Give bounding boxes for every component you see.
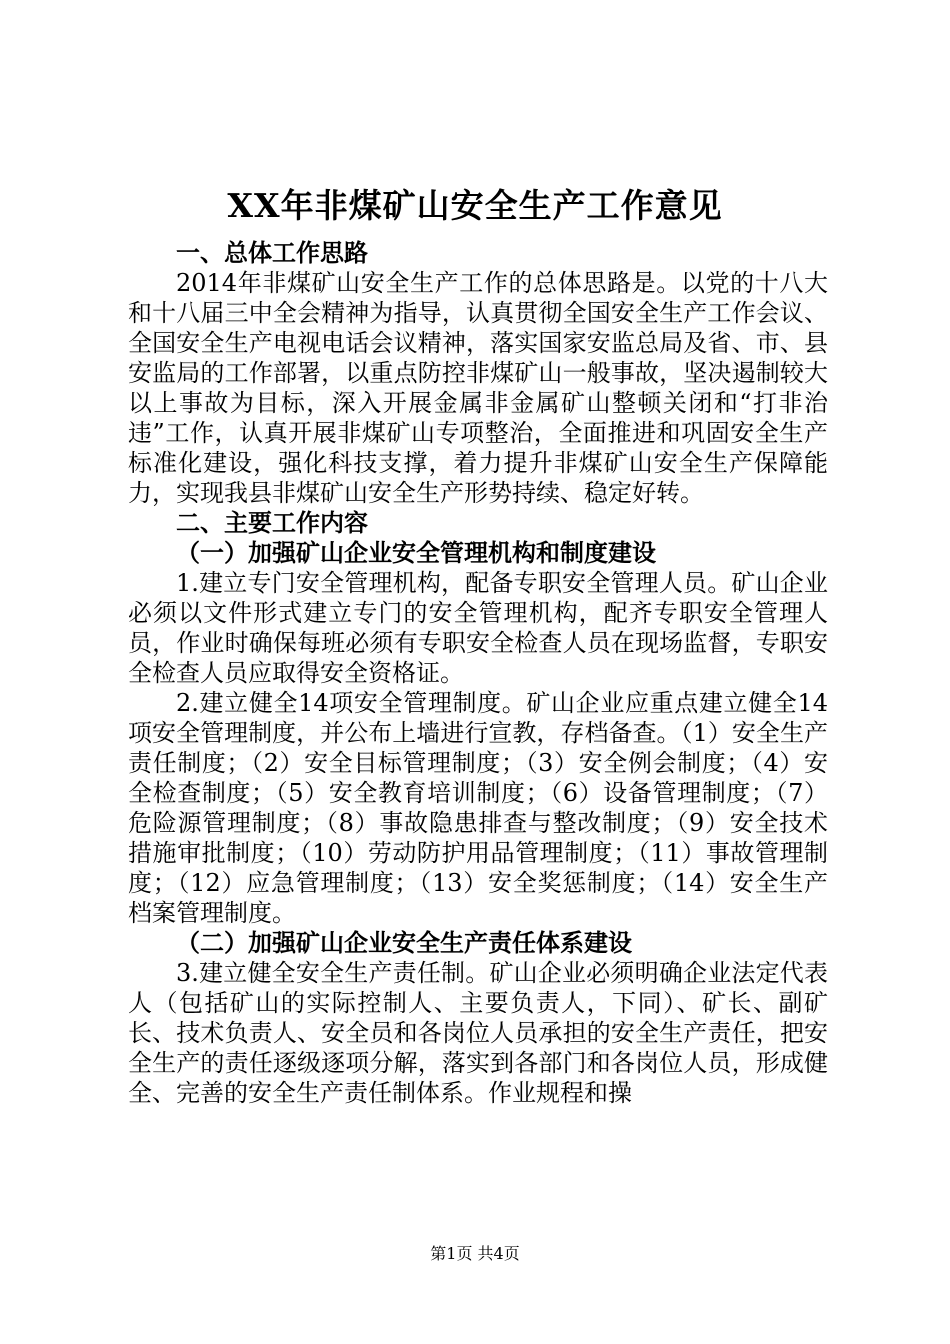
paragraph-item-3: 3.建立健全安全生产责任制。矿山企业必须明确企业法定代表人（包括矿山的实际控制人、主要负责人，下同）、矿长、副矿长、技术负责人、安全员和各岗位人员承担的安全生产责任，把安全生产的责任逐级逐项分解，落实到各部门和各岗位人员，形成健全、完善的安全生产责任制体系。作业规程和操 [128,959,828,1107]
subsection-heading-management-system: （一）加强矿山企业安全管理机构和制度建设 [176,538,656,567]
paragraph-item-2: 2.建立健全14项安全管理制度。矿山企业应重点建立健全14项安全管理制度，并公布上墙进行宣教，存档备查。（1）安全生产责任制度；（2）安全目标管理制度；（3）安全例会制度；（4）安全检查制度；（5）安全教育培训制度；（6）设备管理制度；（7）危险源管理制度；（8）事故隐患排查与整改制度；（9）安全技术措施审批制度；（10）劳动防护用品管理制度；（11）事故管理制度；（12）应急管理制度；（13）安全奖惩制度；（14）安全生产档案管理制度。 [128,689,828,927]
section-heading-general-approach: 一、总体工作思路 [176,238,368,267]
document-title: XX年非煤矿山安全生产工作意见 [227,186,723,225]
paragraph-general-approach: 2014年非煤矿山安全生产工作的总体思路是。以党的十八大和十八届三中全会精神为指导，认真贯彻全国安全生产工作会议、全国安全生产电视电话会议精神，落实国家安监总局及省、市、县安监局的工作部署，以重点防控非煤矿山一般事故，坚决遏制较大以上事故为目标，深入开展金属非金属矿山整顿关闭和“打非治违”工作，认真开展非煤矿山专项整治，全面推进和巩固安全生产标准化建设，强化科技支撑，着力提升非煤矿山安全生产保障能力，实现我县非煤矿山安全生产形势持续、稳定好转。 [128,269,828,507]
section-heading-main-tasks: 二、主要工作内容 [176,508,368,537]
page-footer: 第1页 共4页 [430,1244,520,1263]
subsection-heading-responsibility-system: （二）加强矿山企业安全生产责任体系建设 [176,928,632,957]
document-body [128,238,828,1108]
paragraph-item-1: 1.建立专门安全管理机构，配备专职安全管理人员。矿山企业必须以文件形式建立专门的安全管理机构，配齐专职安全管理人员，作业时确保每班必须有专职安全检查人员在现场监督，专职安全检查人员应取得安全资格证。 [128,569,828,687]
